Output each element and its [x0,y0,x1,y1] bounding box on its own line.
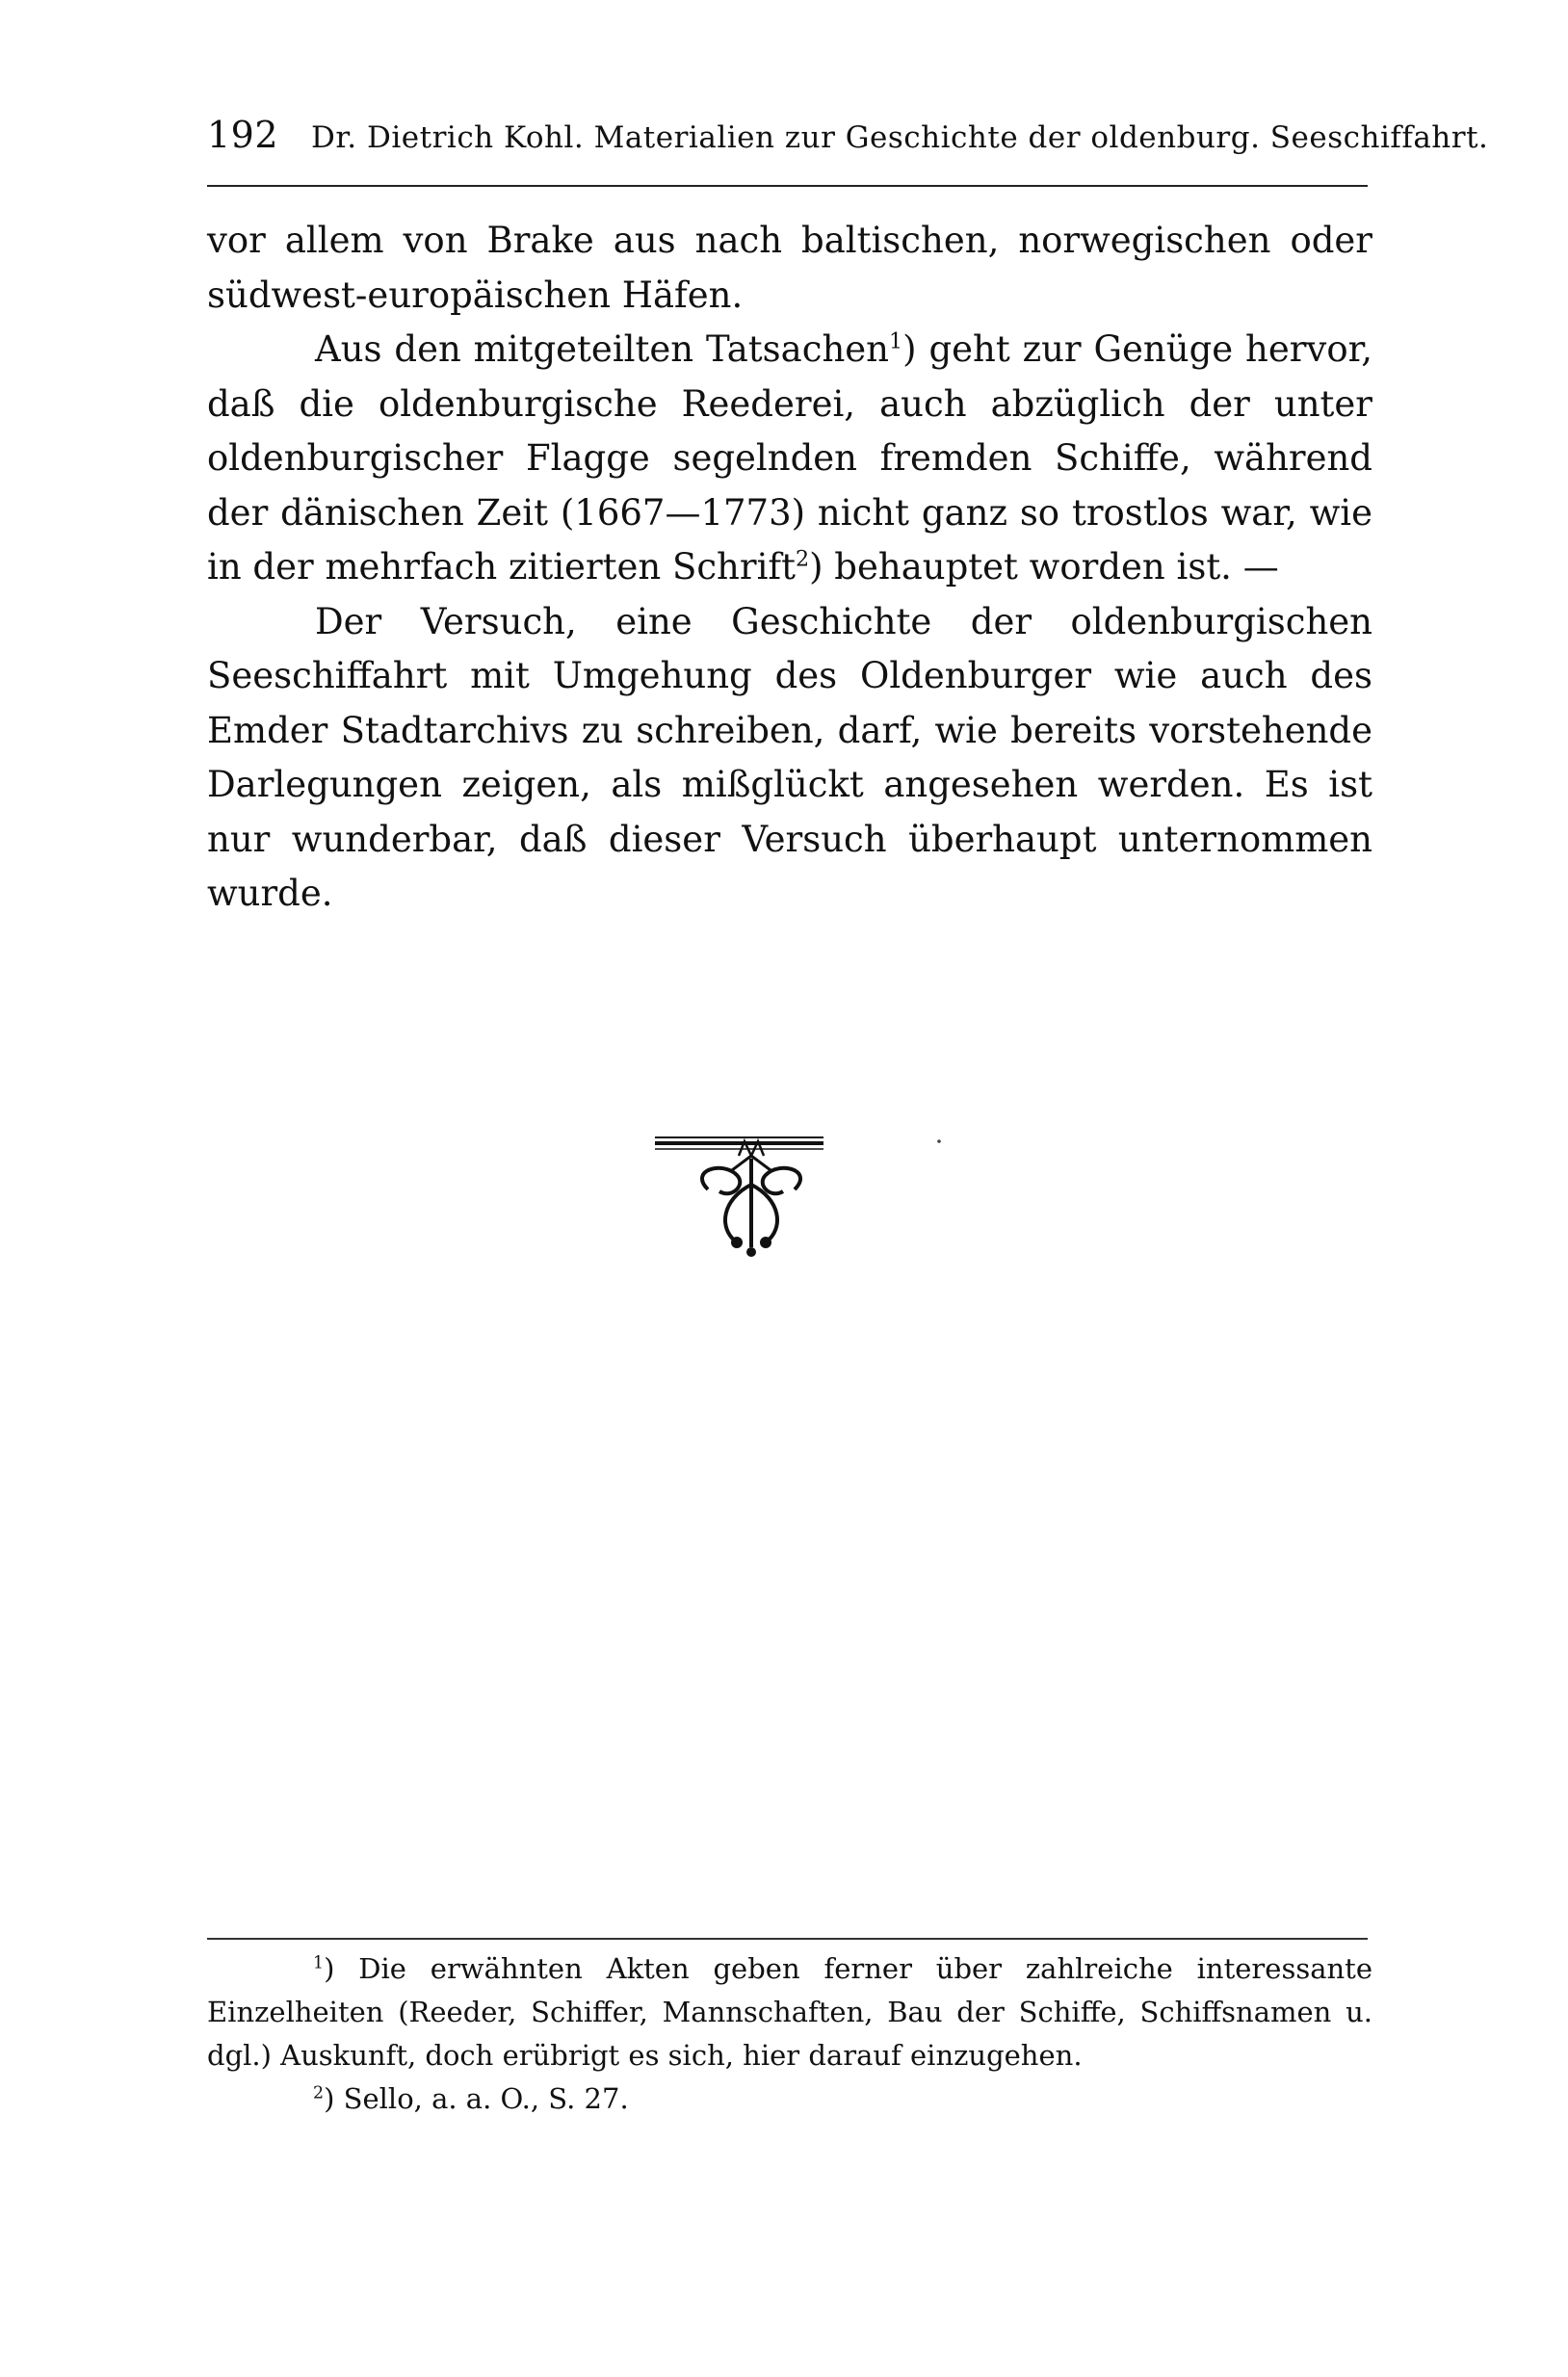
footnote-2-text: ) Sello, a. a. O., S. 27. [324,2082,629,2115]
footnote-ref-1: 1 [889,328,903,354]
footnote-1-text: ) Die erwähnten Akten geben ferner über zahlreiche interessante Einzelheiten (Reeder, Schiffer, Mannschaften, Bau der Schiffe, Schiffsnamen u. dgl.) Auskunft, doch erübrigt es sich, hier darauf einzugehen. [207,1952,1372,2072]
footnote-2 [207,2077,1372,2121]
paragraph-2-part-c: ) behauptet worden ist. — [809,546,1279,588]
footnote-mark-2: 2 [313,2083,325,2103]
footnote-ref-2: 2 [795,546,810,572]
footnotes [207,1947,1372,2121]
footnote-rule [207,1938,1368,1940]
paragraph-2 [207,323,1372,595]
paragraph-3: Der Versuch, eine Geschichte der oldenburgischen Seeschiffahrt mit Umgehung des Oldenburger wie auch des Emder Stadtarchivs zu schreiben, darf, wie bereits vorstehende Darlegungen zeigen, als mißglückt angesehen werden. Es ist nur wunderbar, daß dieser Versuch überhaupt unternommen wurde. [207,600,1372,914]
paragraph-1: vor allem von Brake aus nach baltischen, norwegischen oder südwest-europäischen Häfen. [207,220,1372,316]
footnote-mark-1: 1 [313,1953,325,1973]
footnote-1 [207,1947,1372,2077]
running-title: Dr. Dietrich Kohl. Materialien zur Geschichte der oldenburg. Seeschiffahrt. [311,120,1489,155]
page-number: 192 [207,114,279,156]
header-rule [207,185,1368,187]
main-text [207,214,1372,922]
running-header [207,114,1489,171]
fleuron-ornament-icon [650,1132,949,1276]
paragraph-2-part-b: ) geht zur Genüge hervor, daß die oldenburgische Reederei, auch abzüglich der unter oldenburgischer Flagge segelnden fremden Schiffe, während der dänischen Zeit (1667—1773) nicht ganz so trostlos war, wie in der mehrfach zitierten Schrift [207,328,1372,588]
paragraph-2-part-a: Aus den mitgeteilten Tatsachen [315,328,890,370]
